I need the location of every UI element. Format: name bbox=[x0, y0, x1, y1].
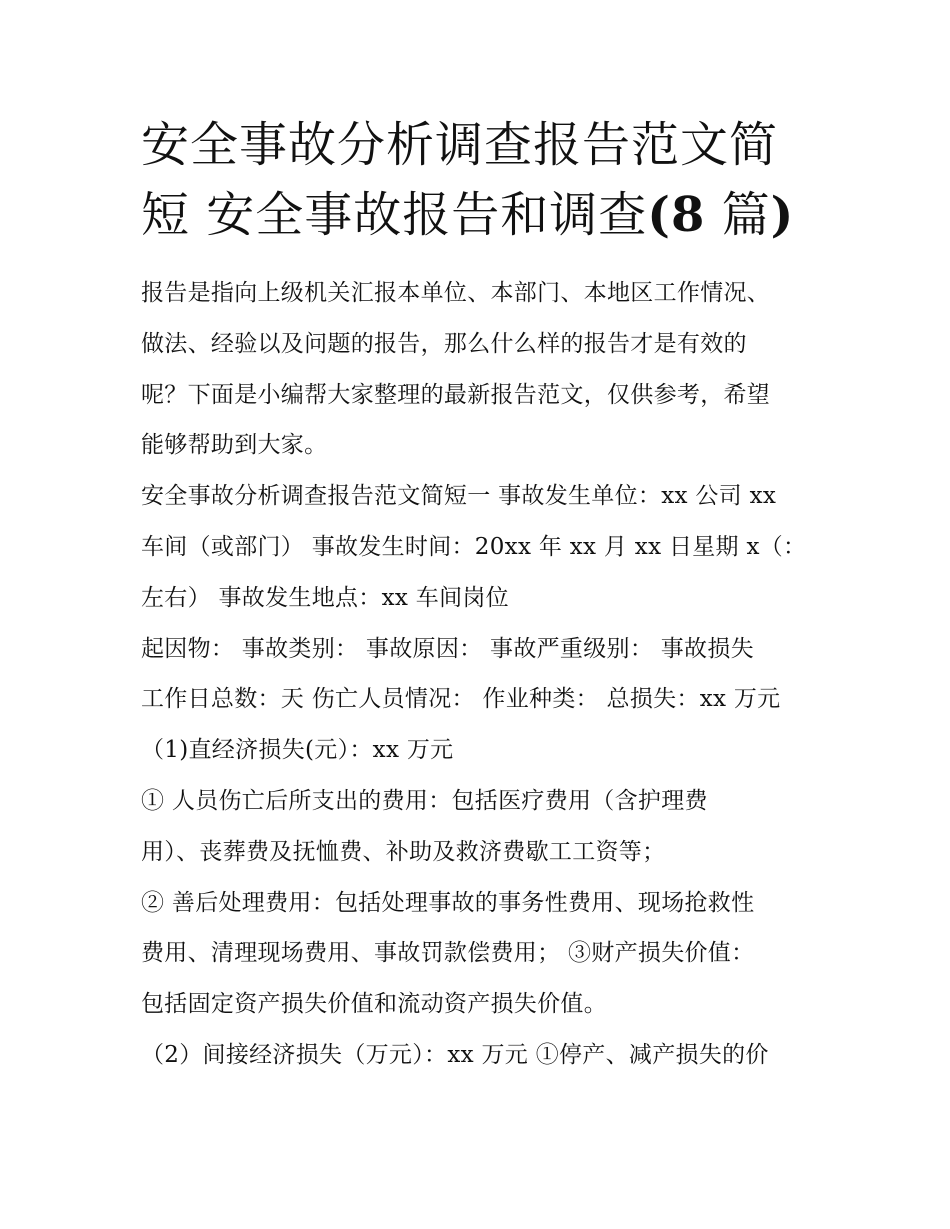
document-title bbox=[141, 110, 821, 250]
body-line: 车间（或部门） 事故发生时间：20xx 年 xx 月 xx 日星期 x（： bbox=[141, 533, 807, 560]
body-line: （1)直经济损失(元）：xx 万元 bbox=[141, 737, 454, 764]
body-line: 报告是指向上级机关汇报本单位、本部门、本地区工作情况、 bbox=[141, 280, 771, 306]
body-line: （2）间接经济损失（万元）：xx 万元 ①停产、减产损失的价 bbox=[141, 1041, 769, 1068]
body-line: 费用、清理现场费用、事故罚款偿费用； ③财产损失价值： bbox=[141, 940, 755, 967]
body-line: 做法、经验以及问题的报告，那么什么样的报告才是有效的 bbox=[141, 330, 747, 357]
body-line: 安全事故分析调查报告范文简短一 事故发生单位：xx 公司 xx bbox=[141, 483, 777, 510]
document-body bbox=[141, 268, 821, 1081]
body-line: ② 善后处理费用：包括处理事故的事务性费用、现场抢救性 bbox=[141, 889, 755, 916]
body-line: 能够帮助到大家。 bbox=[141, 432, 328, 459]
body-line: 左右） 事故发生地点：xx 车间岗位 bbox=[141, 584, 509, 611]
document-content bbox=[141, 110, 821, 1081]
title-line-2-prefix: 短 安全事故报告和调查 bbox=[141, 187, 648, 243]
body-line: 工作日总数：天 伤亡人员情况： 作业种类： 总损失：xx 万元 bbox=[141, 686, 781, 713]
title-line-2-close: ) bbox=[770, 187, 795, 243]
body-line: ① 人员伤亡后所支出的费用：包括医疗费用（含护理费 bbox=[141, 787, 708, 814]
title-line-2-unit: 篇 bbox=[721, 187, 771, 243]
title-line-2-number: (8 bbox=[647, 187, 706, 243]
body-line: 呢？下面是小编帮大家整理的最新报告范文，仅供参考，希望 bbox=[141, 381, 771, 408]
body-line: 用）、丧葬费及抚恤费、补助及救济费歇工工资等； bbox=[141, 838, 666, 865]
title-line-2 bbox=[141, 180, 821, 250]
body-line: 包括固定资产损失价值和流动资产损失价值。 bbox=[141, 991, 607, 1018]
title-line-1: 安全事故分析调查报告范文简 bbox=[141, 117, 779, 173]
body-line: 起因物： 事故类别： 事故原因： 事故严重级别： 事故损失 bbox=[141, 635, 754, 662]
